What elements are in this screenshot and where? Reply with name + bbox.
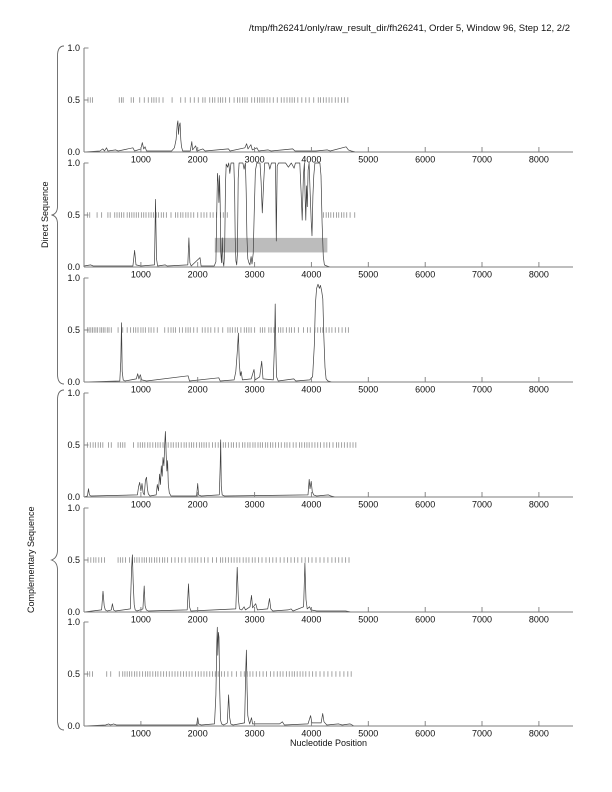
panel-direct-3 (60, 270, 590, 400)
panel-complementary-3 (60, 614, 590, 744)
x-tick-label: 5000 (358, 728, 379, 739)
x-tick-label: 5000 (358, 499, 379, 510)
x-tick-label: 7000 (471, 728, 493, 739)
x-tick-label: 8000 (528, 614, 549, 625)
y-tick-label: 0.0 (67, 492, 80, 502)
y-tick-label: 0.0 (67, 377, 80, 387)
y-tick-label: 0.5 (67, 669, 80, 679)
y-tick-label: 1.0 (67, 158, 80, 168)
x-tick-label: 2000 (187, 614, 208, 625)
panel-complementary-2 (60, 500, 590, 630)
x-tick-label: 1000 (130, 154, 151, 165)
codon-marker-ticks (88, 97, 348, 102)
y-tick-label: 0.5 (67, 325, 80, 335)
y-tick-label: 0.0 (67, 262, 80, 272)
x-tick-label: 6000 (415, 384, 436, 395)
panel-complementary-1 (60, 385, 590, 515)
x-tick-label: 2000 (187, 728, 208, 739)
x-tick-label: 4000 (301, 614, 322, 625)
x-tick-label: 4000 (301, 269, 322, 280)
x-tick-label: 3000 (244, 728, 265, 739)
y-tick-label: 0.0 (67, 147, 80, 157)
y-tick-label: 1.0 (67, 273, 80, 283)
x-tick-label: 6000 (415, 154, 436, 165)
x-tick-label: 1000 (130, 269, 151, 280)
panel-direct-1 (60, 40, 590, 170)
probability-curve (84, 555, 573, 612)
x-tick-label: 7000 (471, 499, 493, 510)
axis-lines (84, 48, 573, 152)
x-tick-label: 8000 (528, 384, 549, 395)
x-tick-label: 7000 (471, 384, 493, 395)
x-tick-label: 1000 (130, 614, 151, 625)
x-tick-label: 1000 (130, 499, 151, 510)
x-tick-label: 3000 (244, 154, 265, 165)
x-tick-label: 7000 (471, 614, 493, 625)
x-tick-label: 5000 (358, 154, 379, 165)
x-tick-label: 6000 (415, 499, 436, 510)
codon-marker-ticks (87, 212, 354, 217)
x-tick-label: 5000 (358, 614, 379, 625)
axis-lines (84, 508, 573, 612)
x-tick-label: 4000 (301, 154, 322, 165)
x-tick-label: 8000 (528, 728, 549, 739)
x-tick-label: 4000 (301, 728, 322, 739)
x-tick-label: 8000 (528, 269, 549, 280)
x-tick-label: 6000 (415, 728, 436, 739)
y-tick-label: 0.0 (67, 607, 80, 617)
x-axis-label: Nucleotide Position (289, 738, 368, 748)
x-tick-label: 6000 (415, 614, 436, 625)
probability-curve (84, 432, 573, 498)
axis-lines (84, 393, 573, 497)
y-tick-label: 0.5 (67, 95, 80, 105)
x-tick-label: 3000 (244, 614, 265, 625)
x-tick-label: 5000 (358, 384, 379, 395)
probability-curve (84, 121, 573, 152)
x-tick-label: 4000 (301, 384, 322, 395)
x-tick-label: 1000 (130, 384, 151, 395)
plot-title: /tmp/fh26241/only/raw_result_dir/fh26241, Order 5, Window 96, Step 12, 2/2 (248, 23, 570, 34)
x-tick-label: 8000 (528, 499, 549, 510)
y-tick-label: 1.0 (67, 388, 80, 398)
x-tick-label: 3000 (244, 499, 265, 510)
y-tick-label: 1.0 (67, 43, 80, 53)
y-tick-label: 0.5 (67, 210, 80, 220)
x-tick-label: 8000 (528, 154, 549, 165)
y-tick-label: 0.5 (67, 555, 80, 565)
y-tick-label: 0.5 (67, 440, 80, 450)
panel-direct-2 (60, 155, 590, 285)
y-tick-label: 1.0 (67, 617, 80, 627)
x-tick-label: 2000 (187, 499, 208, 510)
x-tick-label: 7000 (471, 154, 493, 165)
codon-marker-ticks (88, 557, 349, 562)
x-tick-label: 7000 (471, 269, 493, 280)
complementary-sequence-label: Complementary Sequence (26, 506, 36, 614)
x-tick-label: 2000 (187, 269, 208, 280)
x-tick-label: 6000 (415, 269, 436, 280)
x-tick-label: 4000 (301, 499, 322, 510)
x-tick-label: 3000 (244, 269, 265, 280)
x-tick-label: 3000 (244, 384, 265, 395)
direct-sequence-label: Direct Sequence (40, 181, 50, 249)
codon-marker-ticks (87, 327, 348, 332)
codon-marker-ticks (87, 442, 355, 447)
y-tick-label: 1.0 (67, 503, 80, 513)
y-tick-label: 0.0 (67, 721, 80, 731)
x-tick-label: 5000 (358, 269, 379, 280)
x-tick-label: 1000 (130, 728, 151, 739)
x-tick-label: 2000 (187, 154, 208, 165)
x-tick-label: 2000 (187, 384, 208, 395)
axis-lines (84, 622, 573, 726)
probability-curve (84, 284, 573, 382)
probability-curve (84, 627, 573, 726)
highlight-band (215, 238, 328, 253)
